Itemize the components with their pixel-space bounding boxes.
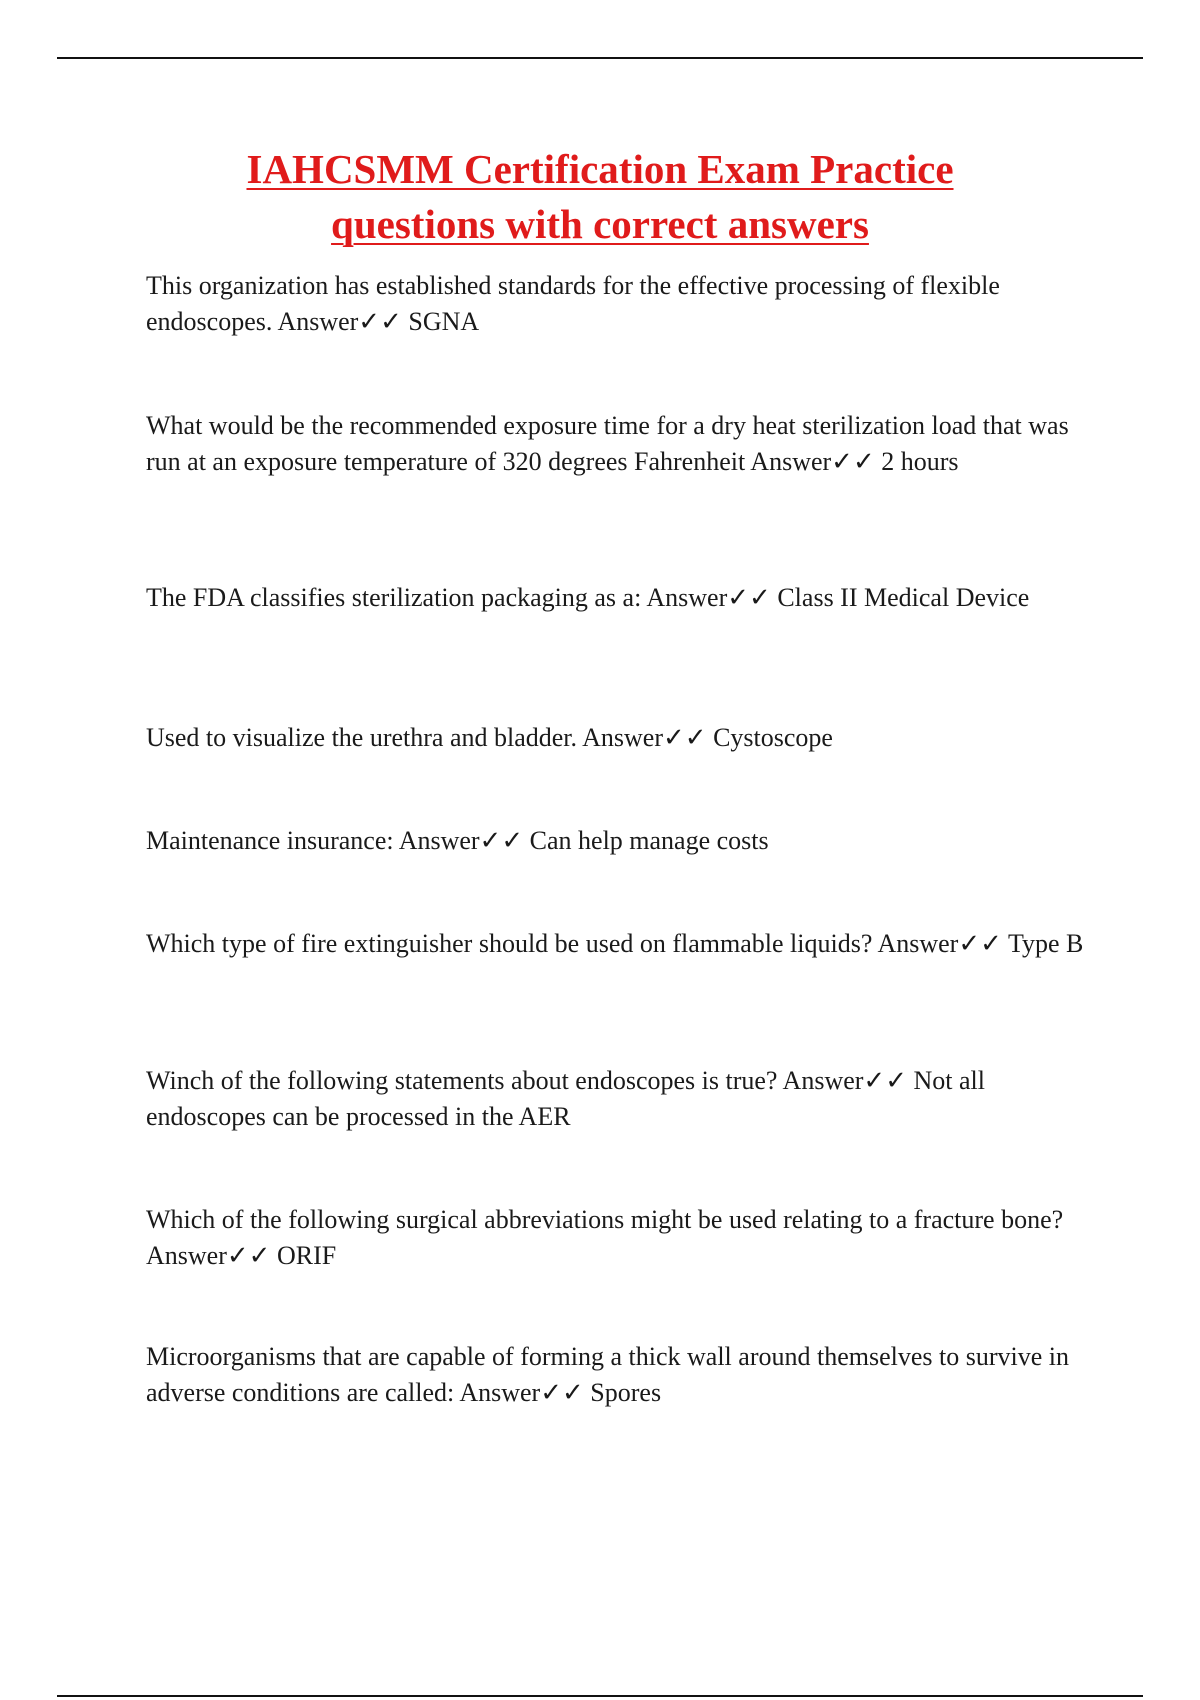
answer-marker: Answer✓✓ <box>582 723 707 752</box>
answer-marker: Answer✓✓ <box>459 1378 584 1407</box>
question-text: Which type of fire extinguisher should be used on flammable liquids? <box>146 929 873 958</box>
answer-text: Type B <box>1007 929 1084 958</box>
question-text: Microorganisms that are capable of forming a thick wall around themselves to survive in adverse conditions are called: <box>146 1342 1069 1407</box>
qa-item-9 <box>146 1339 1086 1411</box>
answer-marker: Answer✓✓ <box>146 1241 271 1270</box>
answer-marker: Answer✓✓ <box>750 447 875 476</box>
question-text: Used to visualize the urethra and bladder. <box>146 723 578 752</box>
answer-text: 2 hours <box>881 447 959 476</box>
qa-item-3 <box>146 580 1086 616</box>
question-text: This organization has established standards for the effective processing of flexible endoscopes. <box>146 271 1000 336</box>
qa-item-7 <box>146 1063 1086 1135</box>
answer-marker: Answer✓✓ <box>782 1066 907 1095</box>
answer-marker: Answer✓✓ <box>398 826 524 855</box>
question-text: What would be the recommended exposure time for a dry heat sterilization load that was run at an exposure temperature of 320 degrees Fahrenheit <box>146 411 1069 476</box>
answer-marker: Answer✓✓ <box>277 307 402 336</box>
document-title <box>120 142 1080 252</box>
answer-marker: Answer✓✓ <box>877 929 1002 958</box>
title-line-2: questions with correct answers <box>331 201 869 247</box>
answer-text: Spores <box>590 1378 662 1407</box>
question-text: The FDA classifies sterilization packaging as a: <box>146 583 642 612</box>
footer-rule <box>57 1695 1143 1697</box>
answer-text: Not all endoscopes can be processed in the AER <box>146 1066 985 1131</box>
qa-item-2 <box>146 408 1086 480</box>
question-text: Which of the following surgical abbreviations might be used relating to a fracture bone? <box>146 1205 1064 1234</box>
qa-item-1 <box>146 268 1086 340</box>
qa-item-4 <box>146 720 1086 756</box>
qa-item-8 <box>146 1202 1086 1274</box>
question-text: Maintenance insurance: <box>146 826 394 855</box>
answer-marker: Answer✓✓ <box>646 583 771 612</box>
question-text: Winch of the following statements about endoscopes is true? <box>146 1066 778 1095</box>
answer-text: SGNA <box>408 307 480 336</box>
answer-text: ORIF <box>276 1241 337 1270</box>
title-line-1: IAHCSMM Certification Exam Practice <box>246 146 954 192</box>
qa-item-5 <box>146 823 1086 859</box>
header-rule <box>57 57 1143 59</box>
answer-text: Can help manage costs <box>529 826 769 855</box>
answer-text: Class II Medical Device <box>777 583 1030 612</box>
answer-text: Cystoscope <box>713 723 833 752</box>
qa-item-6 <box>146 926 1086 962</box>
